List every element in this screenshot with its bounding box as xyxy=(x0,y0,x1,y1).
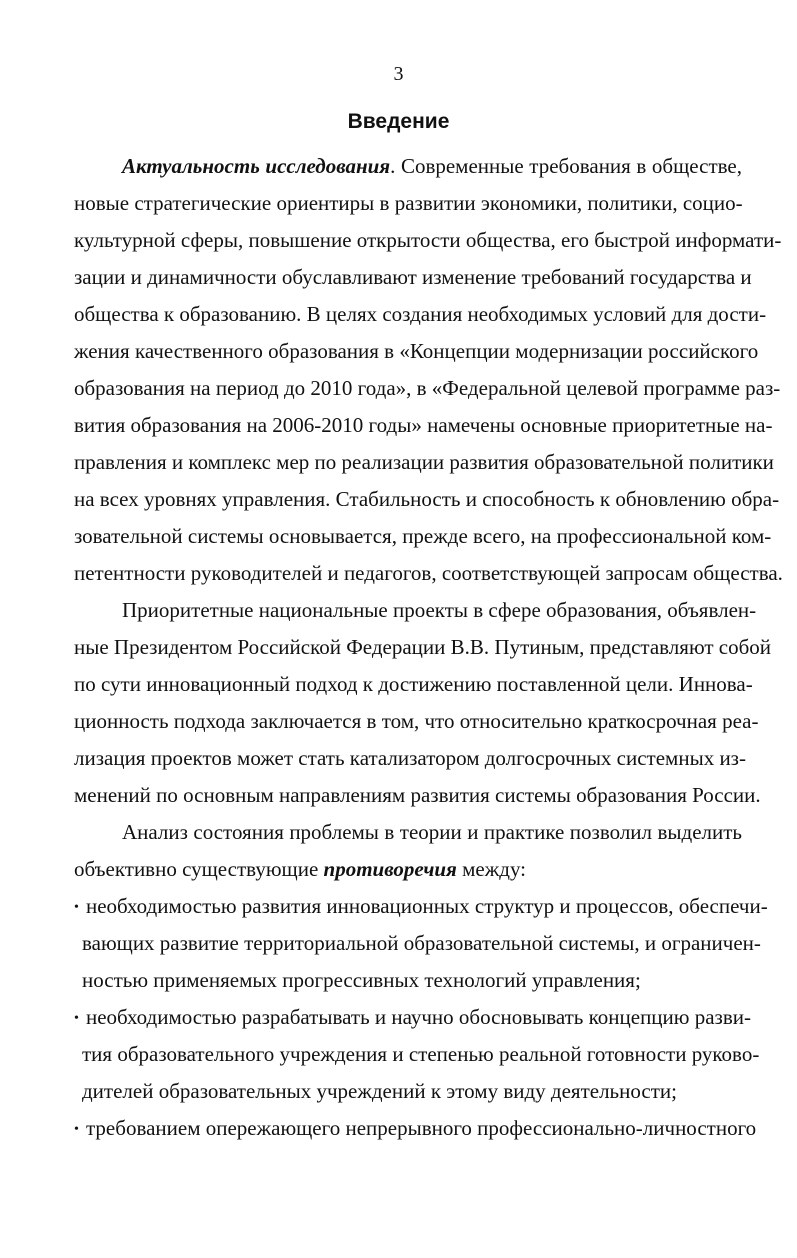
paragraph-line: по сути инновационный подход к достижению поставленной цели. Иннова- xyxy=(74,672,753,696)
paragraph-line: общества к образованию. В целях создания необходимых условий для дости- xyxy=(74,302,767,326)
paragraph-line: менений по основным направлениям развития системы образования России. xyxy=(74,783,761,807)
paragraph-line: на всех уровнях управления. Стабильность и способность к обновлению обра- xyxy=(74,487,780,511)
bullet-item-line: вающих развитие территориальной образовательной системы, и ограничен- xyxy=(82,931,761,955)
paragraph-line: образования на период до 2010 года», в «Федеральной целевой программе раз- xyxy=(74,376,781,400)
paragraph-line: правления и комплекс мер по реализации развития образовательной политики xyxy=(74,450,774,474)
bullet-icon: • xyxy=(74,1011,79,1026)
paragraph-line: зации и динамичности обуславливают изменение требований государства и xyxy=(74,265,752,289)
paragraph-line: новые стратегические ориентиры в развитии экономики, политики, социо- xyxy=(74,191,743,215)
section-title: Введение xyxy=(347,110,450,133)
text-run: требованием опережающего непрерывного профессионально-личностного xyxy=(86,1116,757,1140)
paragraph-line: зовательной системы основывается, прежде всего, на профессиональной ком- xyxy=(74,524,772,548)
paragraph-line: петентности руководителей и педагогов, соответствующей запросам общества. xyxy=(74,561,783,585)
paragraph-line: жения качественного образования в «Концепции модернизации российского xyxy=(74,339,759,363)
paragraph-line: ные Президентом Российской Федерации В.В. Путиным, представляют собой xyxy=(74,635,772,659)
bullet-icon: • xyxy=(74,1122,79,1137)
lead-term: Актуальность исследования xyxy=(122,154,391,178)
text-run: объективно существующие xyxy=(74,857,324,881)
bullet-item-line xyxy=(74,1108,757,1148)
paragraph-line: лизация проектов может стать катализатором долгосрочных системных из- xyxy=(74,746,746,770)
paragraph-line: вития образования на 2006-2010 годы» намечены основные приоритетные на- xyxy=(74,413,773,437)
paragraph-line: культурной сферы, повышение открытости общества, его быстрой информати- xyxy=(74,228,782,252)
text-run: необходимостью разрабатывать и научно обосновывать концепцию разви- xyxy=(86,1005,751,1029)
bullet-item-line xyxy=(74,997,751,1037)
text-run: необходимостью развития инновационных структур и процессов, обеспечи- xyxy=(86,894,768,918)
bullet-item-line: дителей образовательных учреждений к этому виду деятельности; xyxy=(82,1079,677,1103)
bullet-item-line xyxy=(74,886,768,926)
paragraph-line xyxy=(74,849,742,889)
text-run: между: xyxy=(456,857,527,881)
paragraph-line: ционность подхода заключается в том, что относительно краткосрочная реа- xyxy=(74,709,759,733)
page-number: 3 xyxy=(393,63,404,85)
paragraph-line: Приоритетные национальные проекты в сфере образования, объявлен- xyxy=(122,598,757,622)
bullet-icon: • xyxy=(74,900,79,915)
paragraph-line: Анализ состояния проблемы в теории и практике позволил выделить xyxy=(122,820,742,844)
text-run: . Современные требования в обществе, xyxy=(390,154,742,178)
emphasis-term: противоречия xyxy=(323,857,457,881)
bullet-item-line: тия образовательного учреждения и степенью реальной готовности руково- xyxy=(82,1042,760,1066)
paragraph-line xyxy=(122,146,742,186)
bullet-item-line: ностью применяемых прогрессивных технологий управления; xyxy=(82,968,641,992)
